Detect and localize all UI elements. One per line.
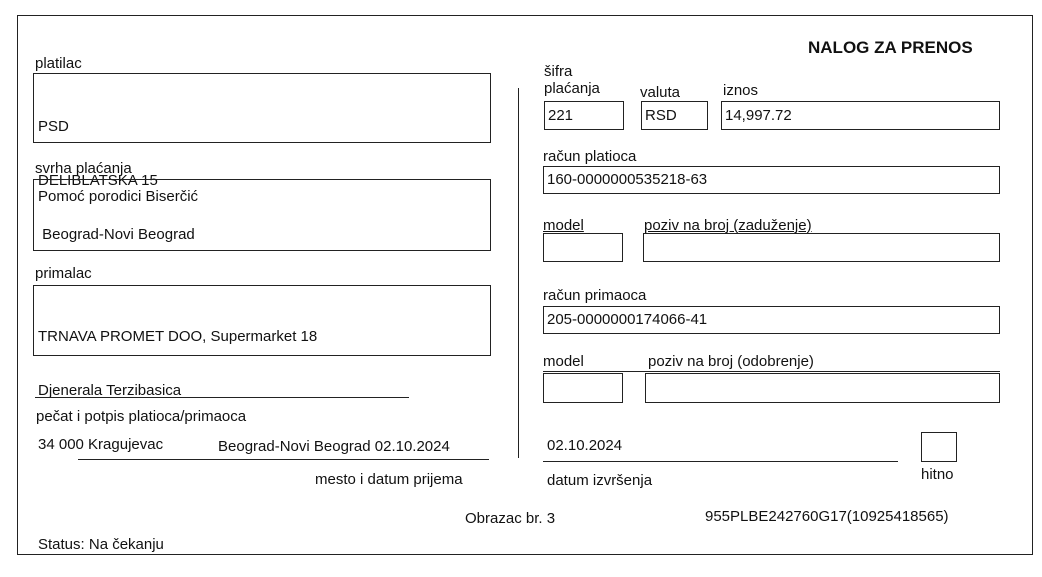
recipient-line: 34 000 Kragujevac xyxy=(38,436,164,453)
currency-field[interactable] xyxy=(641,101,708,130)
payment-code-label-line1: šifra xyxy=(544,63,573,80)
payment-code-value: 221 xyxy=(548,106,574,124)
model-field-credit[interactable] xyxy=(543,373,623,403)
place-date-label: mesto i datum prijema xyxy=(315,471,463,488)
model-label-credit: model xyxy=(543,353,584,370)
amount-label: iznos xyxy=(723,82,759,99)
recipient-line: TRNAVA PROMET DOO, Supermarket 18 xyxy=(38,328,318,345)
payer-line: PSD xyxy=(38,118,69,135)
execution-date-value: 02.10.2024 xyxy=(547,437,623,454)
model-field-debit[interactable] xyxy=(543,233,623,262)
currency-label: valuta xyxy=(640,84,681,101)
payer-line: Beograd-Novi Beograd xyxy=(38,226,195,243)
amount-value: 14,997.72 xyxy=(725,106,792,124)
payment-code-field[interactable] xyxy=(544,101,624,130)
urgent-label: hitno xyxy=(921,466,954,483)
signature-line xyxy=(35,397,409,398)
recipient-account-value: 205-0000000174066-41 xyxy=(547,311,708,328)
document-code: 955PLBE242760G17(10925418565) xyxy=(705,508,949,525)
reference-credit-label: poziv na broj (odobrenje) xyxy=(648,353,814,370)
execution-date-label: datum izvršenja xyxy=(547,472,653,489)
recipient-account-label: račun primaoca xyxy=(543,287,647,304)
place-date-line xyxy=(78,459,489,460)
amount-field[interactable] xyxy=(721,101,1000,130)
recipient-line: Djenerala Terzibasica xyxy=(38,382,182,399)
payer-account-value: 160-0000000535218-63 xyxy=(547,171,708,188)
payer-account-field[interactable] xyxy=(543,166,1000,194)
status-text: Status: Na čekanju xyxy=(38,536,164,553)
column-divider xyxy=(518,88,519,458)
execution-date-line xyxy=(543,461,898,462)
form-number: Obrazac br. 3 xyxy=(465,510,556,527)
reference-debit-field[interactable] xyxy=(643,233,1000,262)
reference-debit-label: poziv na broj (zaduženje) xyxy=(644,217,812,234)
currency-value: RSD xyxy=(645,106,677,124)
purpose-value: Pomoć porodici Biserčić xyxy=(38,188,199,205)
model-label-debit: model xyxy=(543,217,584,234)
credit-labels-underline xyxy=(543,371,1000,372)
payer-label: platilac xyxy=(35,55,82,72)
recipient-account-field[interactable] xyxy=(543,306,1000,334)
urgent-checkbox[interactable] xyxy=(921,432,957,462)
payer-line: DELIBLATSKA 15 xyxy=(38,172,158,189)
purpose-label: svrha plaćanja xyxy=(35,160,132,177)
form-title: NALOG ZA PRENOS xyxy=(808,38,973,57)
reference-credit-field[interactable] xyxy=(645,373,1000,403)
recipient-label: primalac xyxy=(35,265,92,282)
payment-code-label-line2: plaćanja xyxy=(544,80,600,97)
payer-account-label: račun platioca xyxy=(543,148,637,165)
signature-label: pečat i potpis platioca/primaoca xyxy=(36,408,247,425)
place-date-value: Beograd-Novi Beograd 02.10.2024 xyxy=(218,438,450,455)
purpose-box[interactable] xyxy=(33,179,491,251)
